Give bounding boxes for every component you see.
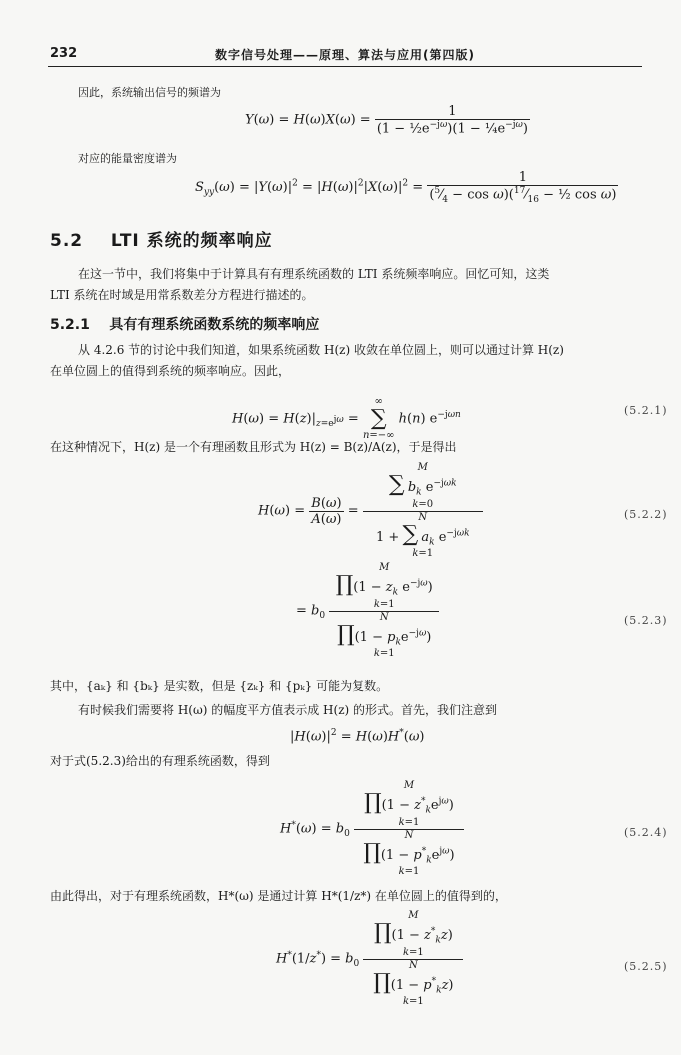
section-number: 5.2	[50, 231, 84, 251]
equation-5-2-5: $H^*(1/z^*) = b_0$ M ∏(1 − $z^*_kz$) k=1 N ∏(1 − $p^*_kz$) k=1	[276, 910, 463, 1008]
eq-number-5-2-5: (5.2.5)	[624, 960, 668, 973]
p7-text: 对于式(5.2.3)给出的有理系统函数，得到	[50, 754, 270, 768]
equation-5-2-4: $H^*(\omega) = b_0$ M ∏(1 − $z^*_ke^{j\omega}$) k=1 N ∏(1 − $p^*_ke^{j\omega}$) k=1	[280, 780, 464, 878]
section-title: LTI 系统的频率响应	[110, 231, 273, 251]
p4-text: 在这种情况下，H(z) 是一个有理函数且形式为 H(z) = B(z)/A(z)，于是得出	[50, 440, 457, 454]
eq-number-5-2-2: (5.2.2)	[624, 508, 668, 521]
subsection-heading	[50, 314, 319, 334]
intro-line-2: LTI 系统在时域是用常系数差分方程进行描述的。	[50, 288, 314, 302]
equation-energy-density: $S_{yy}(\omega) = |Y(\omega)|^2 = |H(\omega)|^2|X(\omega)|^2$ = $\frac{1}{(^5⁄_4 - \cos \omega)(^{17}⁄_{16} - \frac{1}{2} \cos \omega)}$	[195, 170, 617, 205]
equation-5-2-3: = $b_0$ M ∏(1 − $z_k$ $e^{-j\omega}$) k=1 N ∏(1 − $p_ke^{-j\omega}$) k=1	[296, 562, 439, 660]
running-header-title: 数字信号处理——原理、算法与应用(第四版)	[215, 48, 475, 62]
p3-line-2: 在单位圆上的值得到系统的频率响应。因此，	[50, 364, 291, 378]
eq-number-5-2-4: (5.2.4)	[624, 826, 668, 839]
text-output-spectrum: 因此，系统输出信号的频谱为	[78, 86, 221, 99]
p3-line-1: 从 4.2.6 节的讨论中我们知道，如果系统函数 H(z) 收敛在单位圆上，则可以通过计算 H(z)	[78, 343, 564, 357]
header-rule	[48, 66, 642, 67]
subsection-number: 5.2.1	[50, 317, 90, 333]
equation-output-spectrum: Y(ω) = H(ω)X(ω) = $\frac{1}{(1 - \frac{1}{2}e^{-j\omega})(1 - \frac{1}{4}e^{-j\omega})}$	[245, 104, 528, 137]
eq-number-5-2-3: (5.2.3)	[624, 614, 668, 627]
equation-magnitude-squared: $|H(\omega)|^2 = H(\omega)H^*(\omega)$	[290, 728, 425, 745]
p5-text: 其中，{aₖ} 和 {bₖ} 是实数，但是 {zₖ} 和 {pₖ} 可能为复数。	[50, 679, 389, 693]
p6-text: 有时候我们需要将 H(ω) 的幅度平方值表示成 H(z) 的形式。首先，我们注意到	[78, 703, 498, 717]
p8-text: 由此得出，对于有理系统函数，H*(ω) 是通过计算 H*(1/z*) 在单位圆上的值得到的，	[50, 889, 507, 903]
text-energy-density: 对应的能量密度谱为	[78, 152, 177, 165]
page-number: 232	[50, 46, 78, 61]
subsection-title: 具有有理系统函数系统的频率响应	[109, 317, 320, 333]
section-heading	[50, 226, 273, 251]
equation-5-2-1: $H(\omega) = H(z)|_{z=e^{j\omega}}$ = ∞ ∑ n=−∞ h(n) $e^{-j\omega n}$	[232, 396, 461, 441]
eq-number-5-2-1: (5.2.1)	[624, 404, 668, 417]
intro-line-1: 在这一节中，我们将集中于计算具有有理系统函数的 LTI 系统频率响应。回忆可知，这类	[78, 267, 550, 281]
equation-5-2-2: H(ω) = $\frac{B(\omega)}{A(\omega)}$ = M ∑ $b_k$ $e^{-j\omega k}$ k=0 N 1 + ∑ $a_k$ $e^{-j\omega k}$ k=1	[258, 462, 483, 560]
